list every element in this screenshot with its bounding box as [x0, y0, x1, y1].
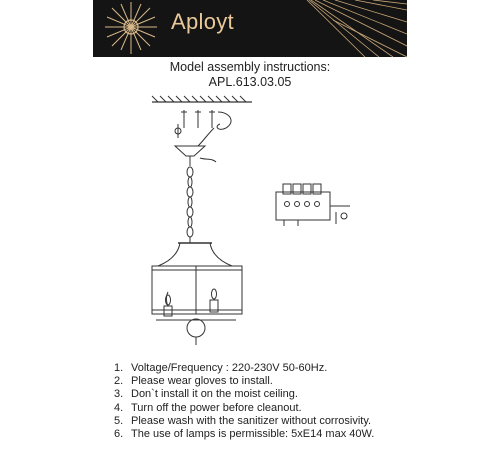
finial-ball-icon — [187, 319, 205, 337]
instruction-item: 1. Voltage/Frequency : 220-230V 50-60Hz. — [114, 362, 328, 374]
instruction-item: 2. Please wear gloves to install. — [114, 375, 273, 388]
ceiling-hatch-icon — [152, 96, 252, 102]
frame-arm-right-icon — [210, 243, 232, 266]
candle-bulb-icon — [164, 292, 172, 316]
canopy-icon — [175, 146, 205, 156]
instruction-item: 5. Please wash with the sanitizer without corrosivity. — [114, 414, 372, 427]
brand-name: Aployt — [171, 9, 234, 34]
instruction-item: 3. Don`t install it on the moist ceiling. — [114, 388, 298, 401]
wire-connector-icon — [200, 158, 216, 162]
hook-icon — [217, 112, 231, 129]
chain-icon — [187, 167, 193, 237]
mounting-screw-icon — [181, 110, 215, 128]
terminal-block-icon — [276, 184, 350, 226]
wire-icon — [198, 128, 214, 146]
instruction-list — [114, 362, 374, 441]
lamp-frame-icon — [152, 266, 242, 314]
canopy-screw-icon — [175, 124, 181, 138]
frame-arm-left-icon — [158, 243, 180, 266]
candle-bulb-icon — [210, 289, 218, 312]
document-title: Model assembly instructions: — [169, 60, 331, 74]
instruction-item: 4. Turn off the power before cleanout. — [114, 401, 302, 414]
model-code: APL.613.03.05 — [208, 75, 292, 89]
instruction-item: 6. The use of lamps is permissible: 5xE14 max 40W. — [114, 428, 375, 441]
